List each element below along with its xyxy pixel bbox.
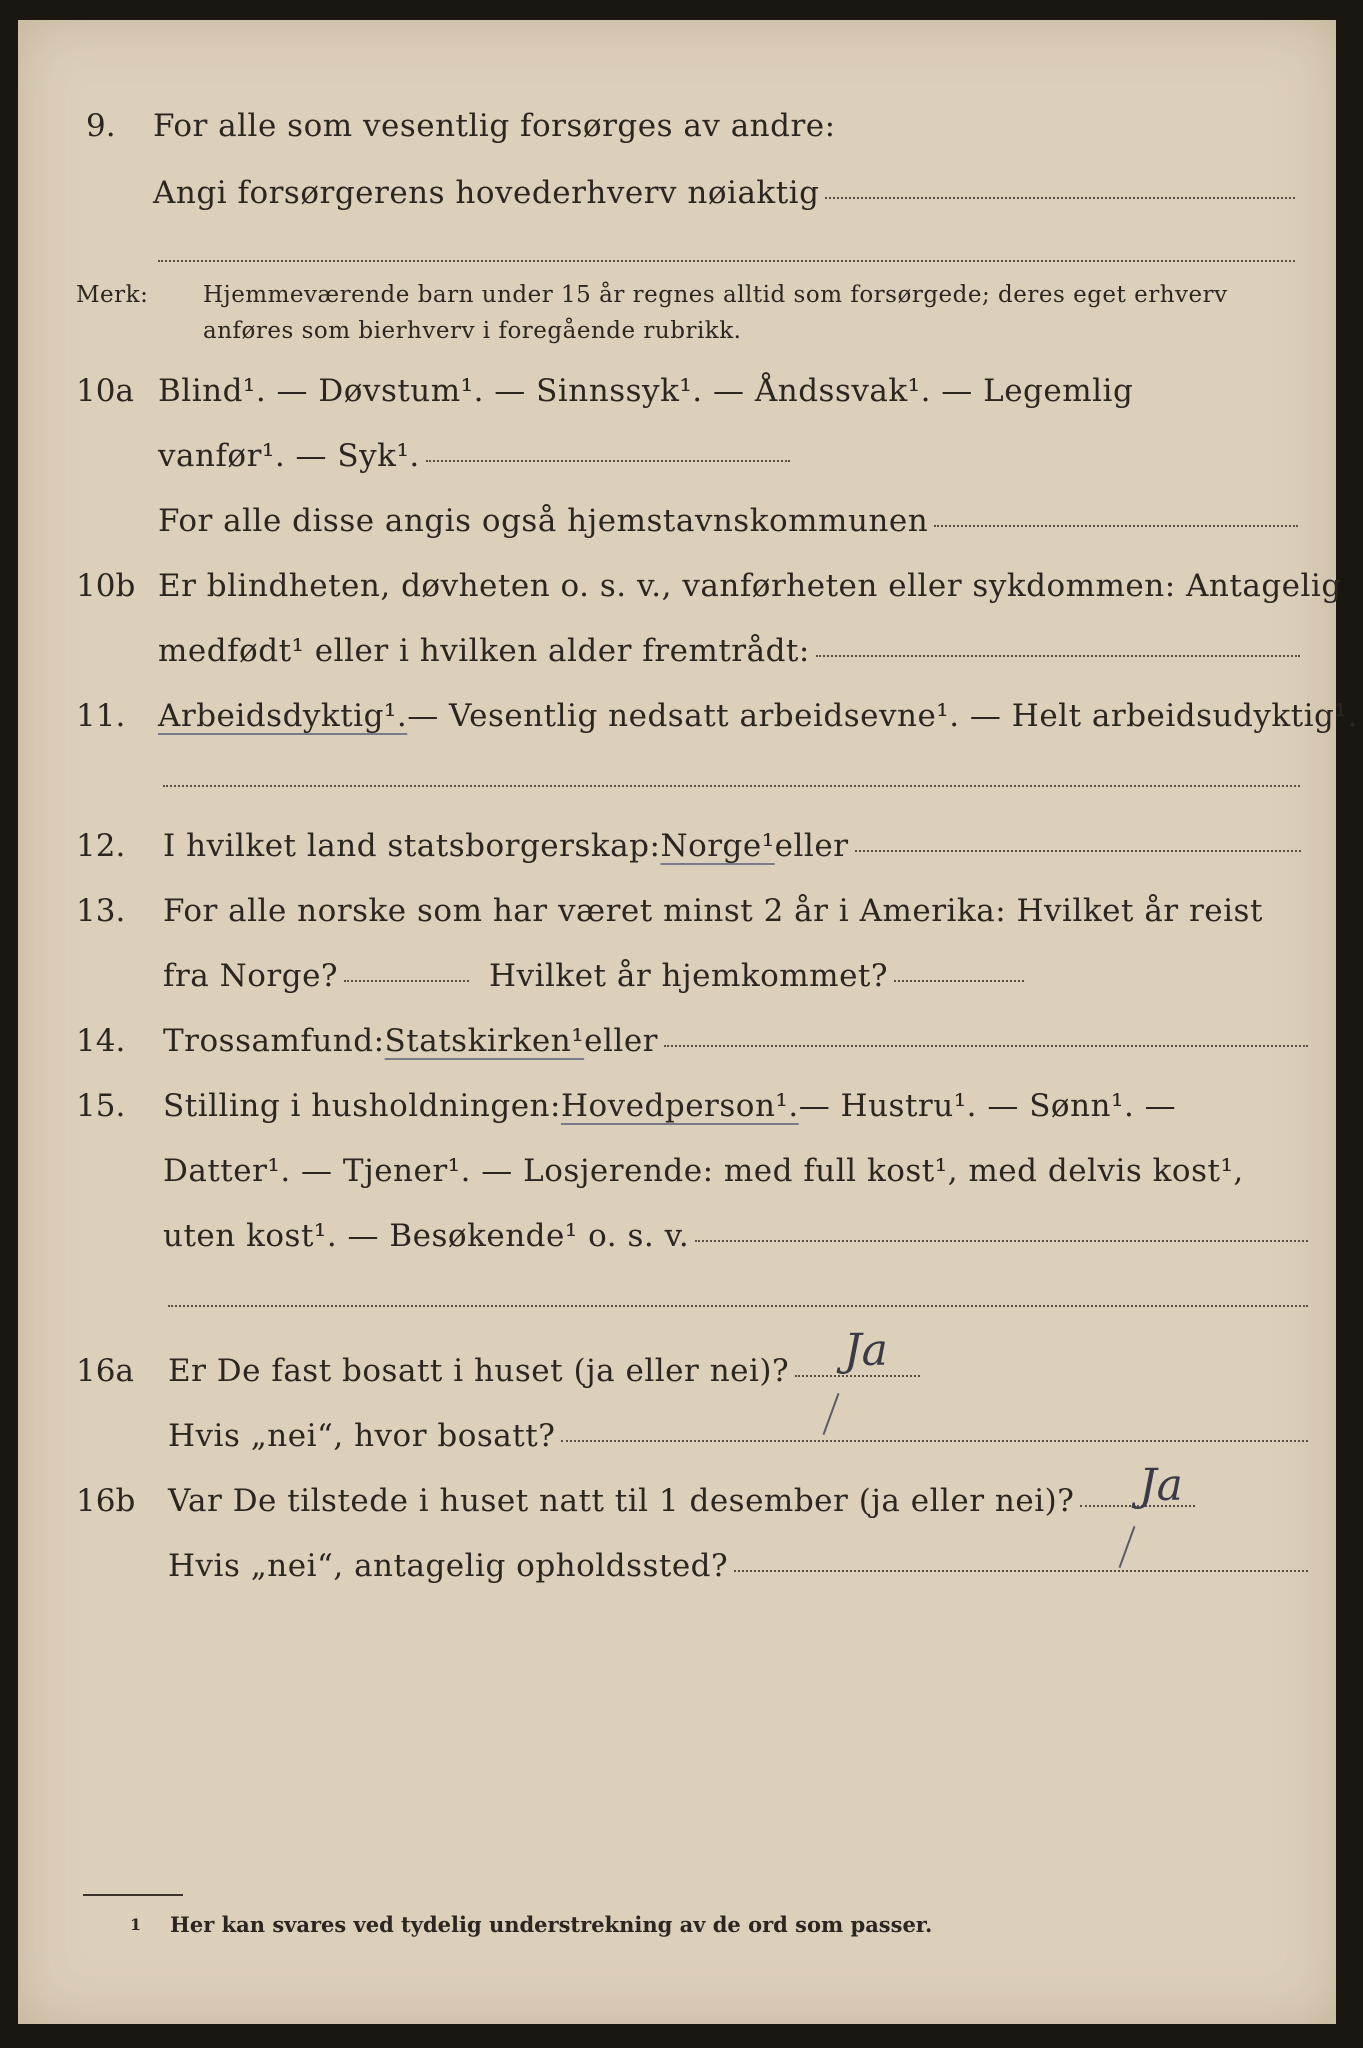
question-16b-text: Var De tilstede i huset natt til 1 desember (ja eller nei)? <box>168 1483 1075 1519</box>
footnote-mark: 1 <box>130 1915 142 1934</box>
question-16a-text: Er De fast bosatt i huset (ja eller nei)? <box>168 1353 790 1389</box>
footnote-divider <box>83 1894 183 1896</box>
question-14-line <box>163 1023 1308 1059</box>
question-16a-line2 <box>168 1418 1308 1454</box>
question-14-number: 14. <box>76 1023 126 1059</box>
handwritten-answer-16b: Ja <box>1139 1460 1183 1511</box>
option-hovedperson[interactable]: Hovedperson¹. <box>560 1088 799 1124</box>
question-10a-line1 <box>158 373 1133 409</box>
question-15-line3 <box>163 1218 1308 1254</box>
question-9-number: 9. <box>86 108 116 144</box>
question-10b-line2 <box>158 633 1300 669</box>
question-14-eller: eller <box>584 1023 658 1059</box>
question-11-number: 11. <box>76 698 126 734</box>
question-9-line2 <box>153 175 1295 211</box>
answer-line-10b[interactable] <box>816 655 1300 657</box>
question-10a-line2 <box>158 438 790 474</box>
question-12-text: I hvilket land statsborgerskap: <box>163 828 661 864</box>
answer-line-9[interactable] <box>825 197 1295 199</box>
question-16b-prompt: Hvis „nei“, antagelig opholdssted? <box>168 1548 729 1584</box>
question-10a-text: Blind¹. — Døvstum¹. — Sinnssyk¹. — Åndssvak¹. — Legemlig <box>158 373 1134 409</box>
question-13-line2 <box>163 958 1024 994</box>
note-line1 <box>203 282 1298 308</box>
option-statskirken[interactable]: Statskirken¹ <box>384 1023 585 1059</box>
question-9-prompt: Angi forsørgerens hovederhverv nøiaktig <box>153 175 820 211</box>
question-14-text: Trossamfund: <box>163 1023 385 1059</box>
question-9-line1 <box>153 108 1153 144</box>
question-13-text: For alle norske som har været minst 2 år i Amerika: Hvilket år reist <box>163 893 1263 929</box>
question-10b-number: 10b <box>76 568 136 604</box>
answer-line-16b-opholdssted[interactable] <box>734 1570 1308 1572</box>
answer-line-14[interactable] <box>664 1045 1308 1047</box>
question-16b-line1 <box>168 1483 1195 1519</box>
answer-line-15b[interactable] <box>168 1305 1308 1307</box>
answer-line-11[interactable] <box>163 785 1300 787</box>
footnote-text: Her kan svares ved tydelig understrekning av de ord som passer. <box>170 1912 933 1937</box>
answer-line-9b[interactable] <box>158 260 1295 262</box>
question-10a-line3 <box>158 503 1298 539</box>
question-11-line1 <box>158 698 1358 734</box>
question-16a-number: 16a <box>76 1353 134 1389</box>
question-16b-number: 16b <box>76 1483 136 1519</box>
census-form-page <box>18 20 1358 2024</box>
question-10a-options: vanfør¹. — Syk¹. <box>158 438 420 474</box>
option-arbeidsdyktig[interactable]: Arbeidsdyktig¹. <box>158 698 408 734</box>
handwritten-answer-16a: Ja <box>844 1325 888 1376</box>
question-15-line2 <box>163 1153 1244 1189</box>
note-text-1: Hjemmeværende barn under 15 år regnes alltid som forsørgede; deres eget erhverv <box>203 282 1228 308</box>
question-16b-line2 <box>168 1548 1308 1584</box>
note-label: Merk: <box>76 282 149 308</box>
answer-line-10a-kommune[interactable] <box>934 525 1298 527</box>
question-15-line1 <box>163 1088 1176 1124</box>
note-line2 <box>203 318 741 344</box>
answer-line-15[interactable] <box>695 1240 1308 1242</box>
question-15-text: Stilling i husholdningen: <box>163 1088 561 1124</box>
question-12-line <box>163 828 1301 864</box>
question-10a-hjemstavn: For alle disse angis også hjemstavnskommunen <box>158 503 929 539</box>
question-10a-number: 10a <box>76 373 134 409</box>
question-10b-prompt: medfødt¹ eller i hvilken alder fremtrådt: <box>158 633 810 669</box>
answer-line-13-hjemkommet[interactable] <box>894 980 1024 982</box>
question-13-hjemkommet: Hvilket år hjemkommet? <box>489 958 889 994</box>
question-13-line1 <box>163 893 1263 929</box>
note-text-2: anføres som bierhverv i foregående rubrikk. <box>203 318 742 344</box>
answer-line-10a-syk[interactable] <box>426 460 790 462</box>
question-9-text: For alle som vesentlig forsørges av andre: <box>153 108 836 144</box>
question-15-options-3: uten kost¹. — Besøkende¹ o. s. v. <box>163 1218 690 1254</box>
question-13-number: 13. <box>76 893 126 929</box>
question-15-number: 15. <box>76 1088 126 1124</box>
question-12-number: 12. <box>76 828 126 864</box>
question-13-reist: fra Norge? <box>163 958 339 994</box>
question-16a-line1 <box>168 1353 920 1389</box>
question-12-eller: eller <box>774 828 849 864</box>
answer-line-13-reist[interactable] <box>344 980 469 982</box>
question-10b-text: Er blindheten, døvheten o. s. v., vanførheten eller sykdommen: Antagelig <box>158 568 1342 604</box>
answer-line-12[interactable] <box>855 850 1301 852</box>
option-norge[interactable]: Norge¹ <box>660 828 775 864</box>
question-10b-line1 <box>158 568 1342 604</box>
question-15-options-2: Datter¹. — Tjener¹. — Losjerende: med full kost¹, med delvis kost¹, <box>163 1153 1244 1189</box>
question-11-other-options: — Vesentlig nedsatt arbeidsevne¹. — Helt arbeidsudyktig¹. <box>407 698 1358 734</box>
question-15-options-1: — Hustru¹. — Sønn¹. — <box>798 1088 1177 1124</box>
question-16a-prompt: Hvis „nei“, hvor bosatt? <box>168 1418 556 1454</box>
answer-line-16a-bosatt[interactable] <box>561 1440 1308 1442</box>
